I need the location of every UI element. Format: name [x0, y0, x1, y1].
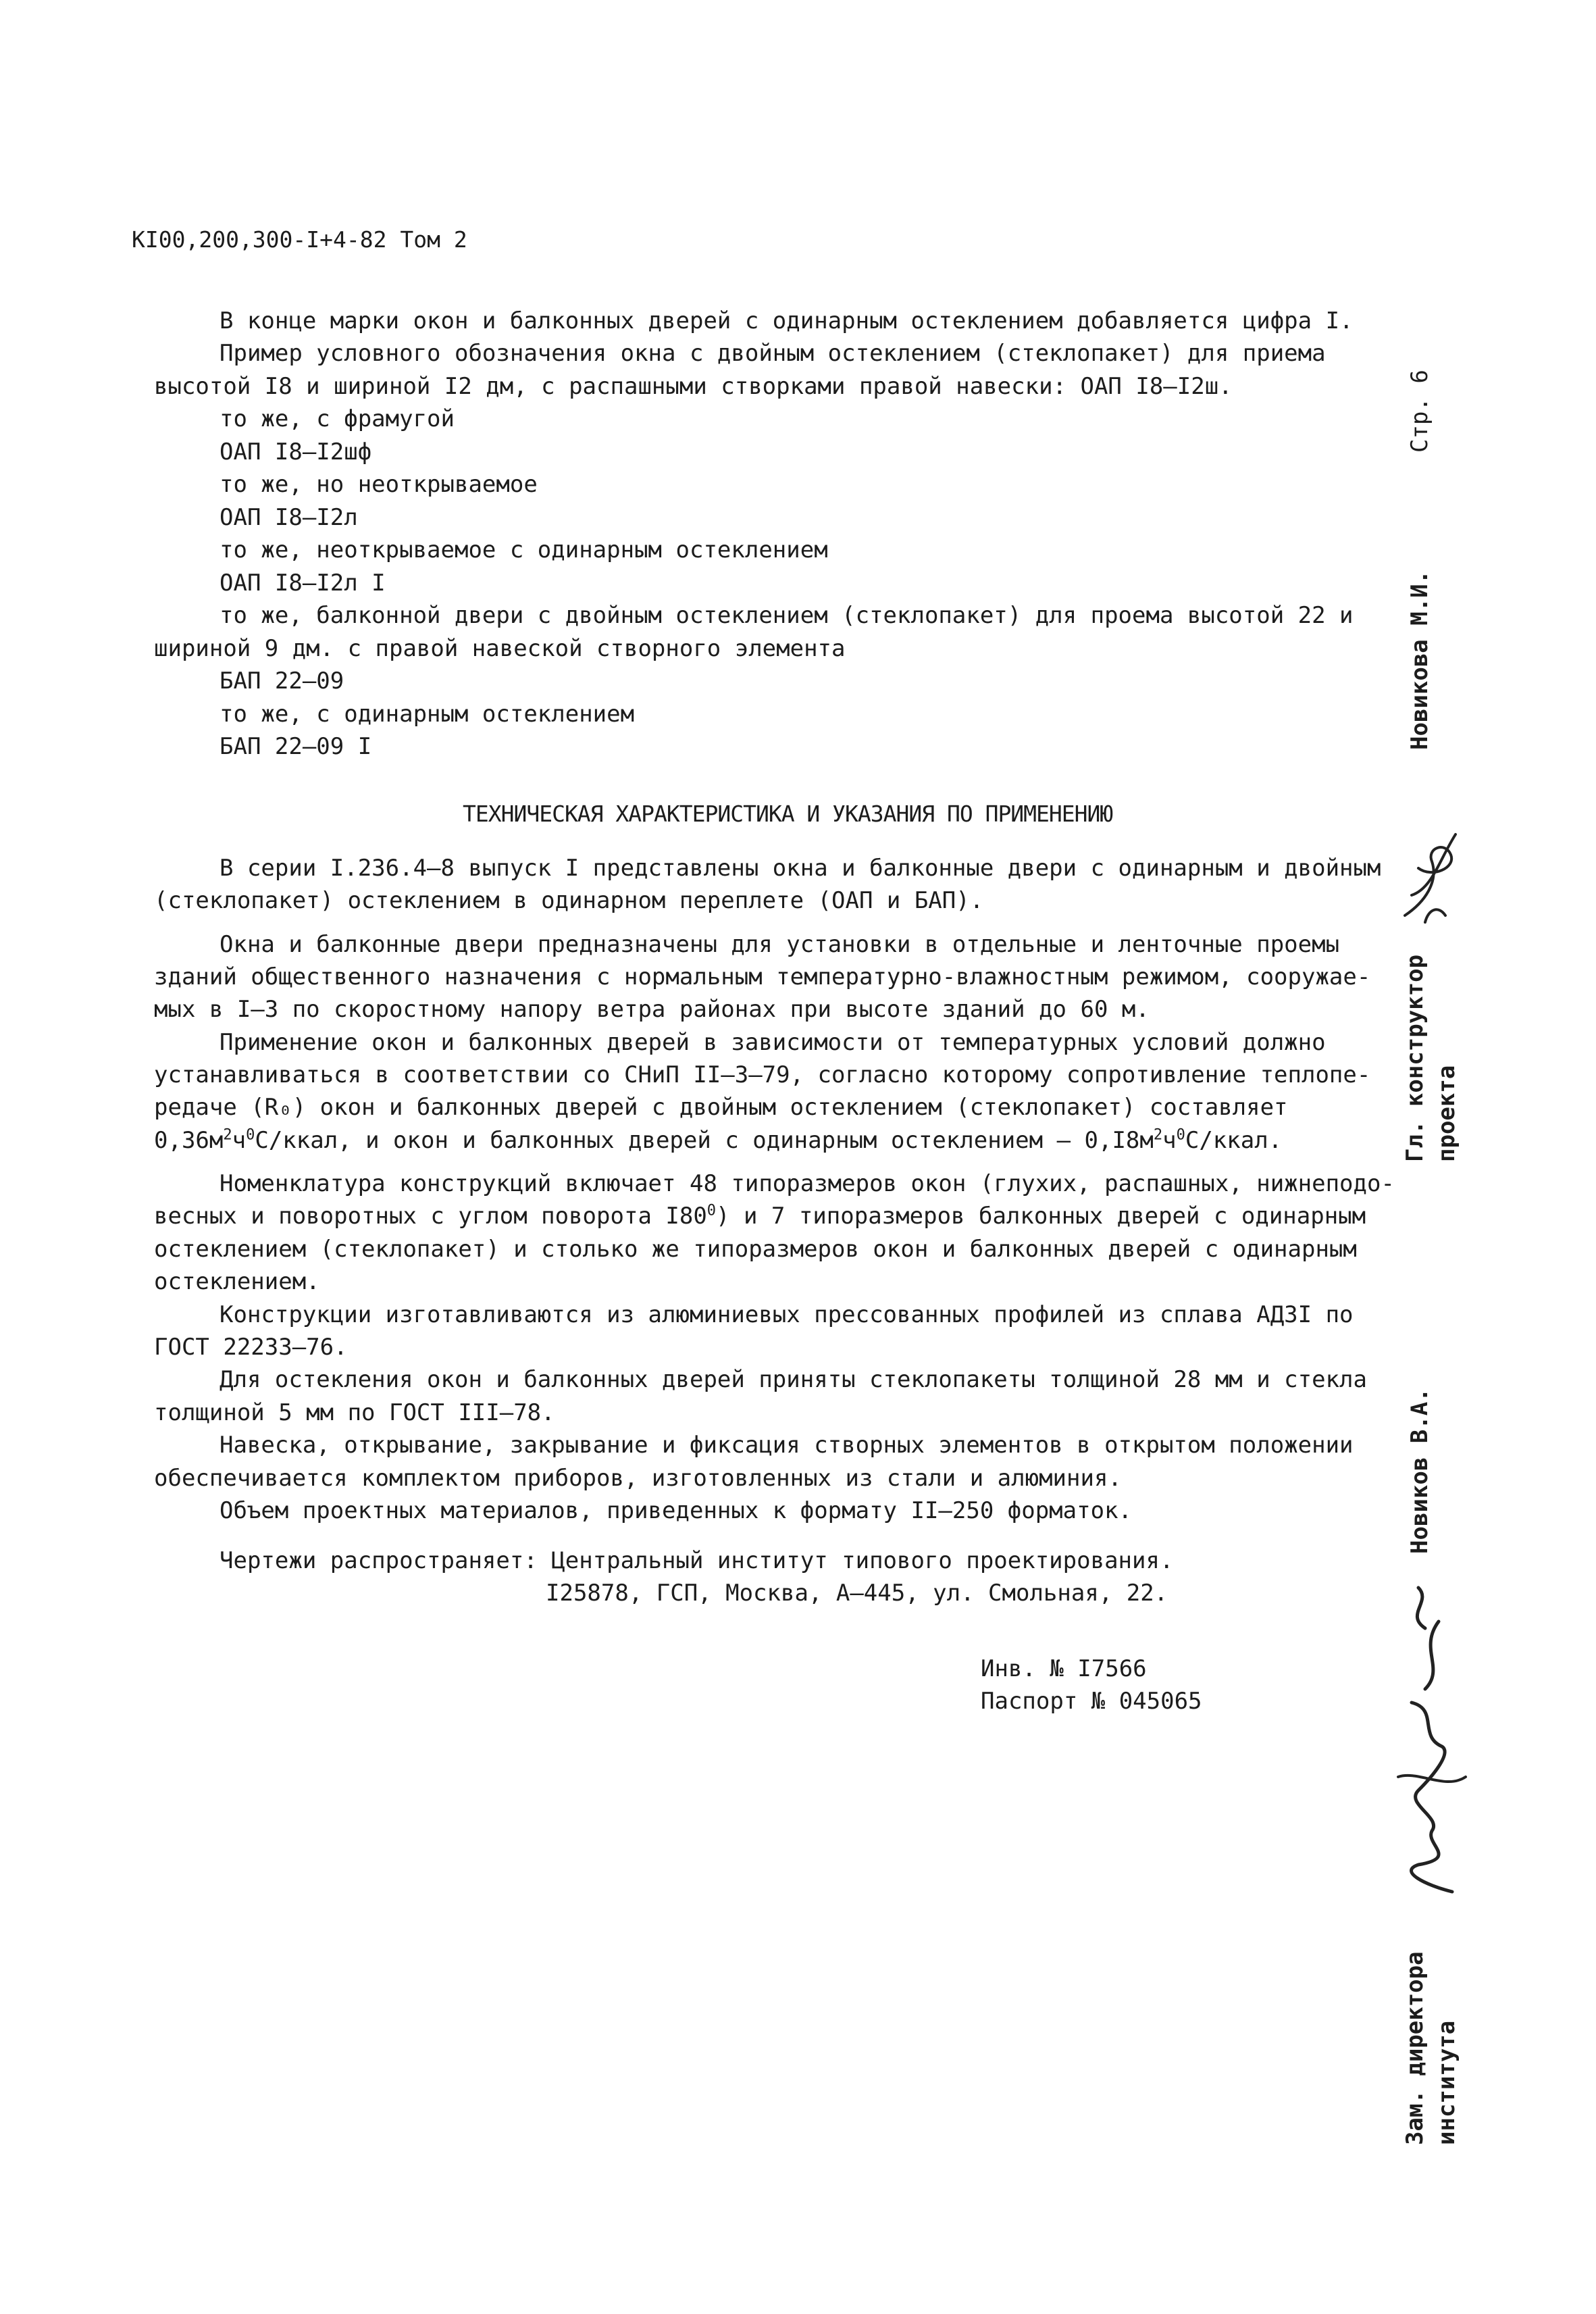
text-run: весных и поворотных с углом поворота I80: [154, 1203, 707, 1230]
text-run: ч: [1162, 1127, 1177, 1154]
inventory-number: Инв. № I7566: [981, 1655, 1147, 1682]
text-run: ) и 7 типоразмеров балконных дверей с одинарным: [716, 1203, 1366, 1230]
body-line: (стеклопакет) остеклением в одинарном переплете (ОАП и БАП).: [154, 887, 984, 914]
intro-line-12: БАП 22–09: [220, 668, 344, 695]
superscript: 2: [1153, 1126, 1163, 1144]
body-line: Объем проектных материалов, приведенных к формату II–250 форматок.: [220, 1497, 1133, 1524]
passport-number: Паспорт № 045065: [981, 1688, 1202, 1715]
body-line: остеклением.: [154, 1268, 320, 1295]
distributor-line: Чертежи распространяет: Центральный институт типового проектирования.: [220, 1547, 1174, 1574]
signature-deputy-director: [1378, 1574, 1486, 1898]
body-line: устанавливаться в соответствии со СНиП II–3–79, согласно которому сопротивление теплопе-: [154, 1061, 1371, 1088]
superscript: 0: [1176, 1126, 1185, 1144]
intro-line-13: то же, с одинарным остеклением: [220, 701, 635, 728]
intro-line-3: высотой I8 и шириной I2 дм, с распашными створками правой навески: ОАП I8–I2ш.: [154, 373, 1233, 400]
body-line: ГОСТ 22233–76.: [154, 1334, 348, 1361]
intro-line-11: шириной 9 дм. с правой навеской створного элемента: [154, 635, 846, 662]
body-line: обеспечивается комплектом приборов, изготовленных из стали и алюминия.: [154, 1465, 1122, 1492]
body-line: мых в I–3 по скоростному напору ветра районах при высоте зданий до 60 м.: [154, 996, 1150, 1023]
chief-designer-label-1: Гл. конструктор: [1401, 954, 1428, 1162]
text-run: 0,36м: [154, 1127, 224, 1154]
body-line: Применение окон и балконных дверей в зависимости от температурных условий должно: [220, 1029, 1326, 1056]
intro-line-7: ОАП I8–I2л: [220, 504, 358, 531]
signer-novikova: Новикова М.И.: [1406, 570, 1433, 750]
deputy-director-label-2: института: [1433, 2020, 1460, 2145]
text-run: С/ккал, и окон и балконных дверей с одинарным остеклением – 0,I8м: [255, 1127, 1154, 1154]
section-heading: ТЕХНИЧЕСКАЯ ХАРАКТЕРИСТИКА И УКАЗАНИЯ ПО ПРИМЕНЕНИЮ: [463, 801, 1113, 827]
chief-designer-label-2: проекта: [1433, 1065, 1460, 1162]
intro-line-5: ОАП I8–I2шф: [220, 438, 372, 466]
distributor-address: I25878, ГСП, Москва, А–445, ул. Смольная, 22.: [546, 1580, 1168, 1607]
page-number: Стр. 6: [1406, 370, 1433, 453]
signer-novikov: Новиков В.А.: [1406, 1388, 1433, 1554]
intro-line-1: В конце марки окон и балконных дверей с одинарным остеклением добавляется цифра I.: [220, 307, 1354, 334]
signature-chief-designer: [1391, 814, 1466, 932]
body-line: остеклением (стеклопакет) и столько же типоразмеров окон и балконных дверей с одинарным: [154, 1236, 1357, 1263]
body-line: редаче (R₀) окон и балконных дверей с двойным остеклением (стеклопакет) составляет: [154, 1094, 1288, 1121]
text-run: С/ккал.: [1185, 1127, 1283, 1154]
body-line: толщиной 5 мм по ГОСТ III–78.: [154, 1399, 555, 1426]
body-line-thermal-values: [154, 1127, 1282, 1154]
deputy-director-label-1: Зам. директора: [1401, 1951, 1428, 2145]
intro-line-9: ОАП I8–I2л I: [220, 570, 386, 597]
intro-line-10: то же, балконной двери с двойным остеклением (стеклопакет) для проема высотой 22 и: [220, 602, 1354, 629]
body-line: Конструкции изготавливаются из алюминиевых прессованных профилей из сплава АДЗI по: [220, 1301, 1354, 1328]
superscript: 2: [223, 1126, 232, 1144]
intro-line-6: то же, но неоткрываемое: [220, 471, 538, 498]
document-code-header: КI00,200,300-I+4-82 Том 2: [132, 226, 467, 253]
text-run: ч: [232, 1127, 247, 1154]
intro-line-14: БАП 22–09 I: [220, 733, 372, 760]
body-line-rotation: [154, 1203, 1366, 1230]
body-line: зданий общественного назначения с нормальным температурно-влажностным режимом, сооружае-: [154, 963, 1371, 990]
superscript: 0: [246, 1126, 255, 1144]
body-line: Навеска, открывание, закрывание и фиксация створных элементов в открытом положении: [220, 1432, 1354, 1459]
body-line: В серии I.236.4–8 выпуск I представлены окна и балконные двери с одинарным и двойным: [220, 855, 1381, 882]
superscript: 0: [706, 1202, 717, 1219]
body-line: Для остекления окон и балконных дверей приняты стеклопакеты толщиной 28 мм и стекла: [220, 1366, 1367, 1393]
body-line: Номенклатура конструкций включает 48 типоразмеров окон (глухих, распашных, нижнеподо-: [220, 1170, 1395, 1197]
intro-line-4: то же, с фрамугой: [220, 405, 455, 432]
intro-line-8: то же, неоткрываемое с одинарным остеклением: [220, 536, 828, 563]
intro-line-2: Пример условного обозначения окна с двойным остеклением (стеклопакет) для приема: [220, 340, 1326, 367]
body-line: Окна и балконные двери предназначены для установки в отдельные и ленточные проемы: [220, 931, 1340, 958]
